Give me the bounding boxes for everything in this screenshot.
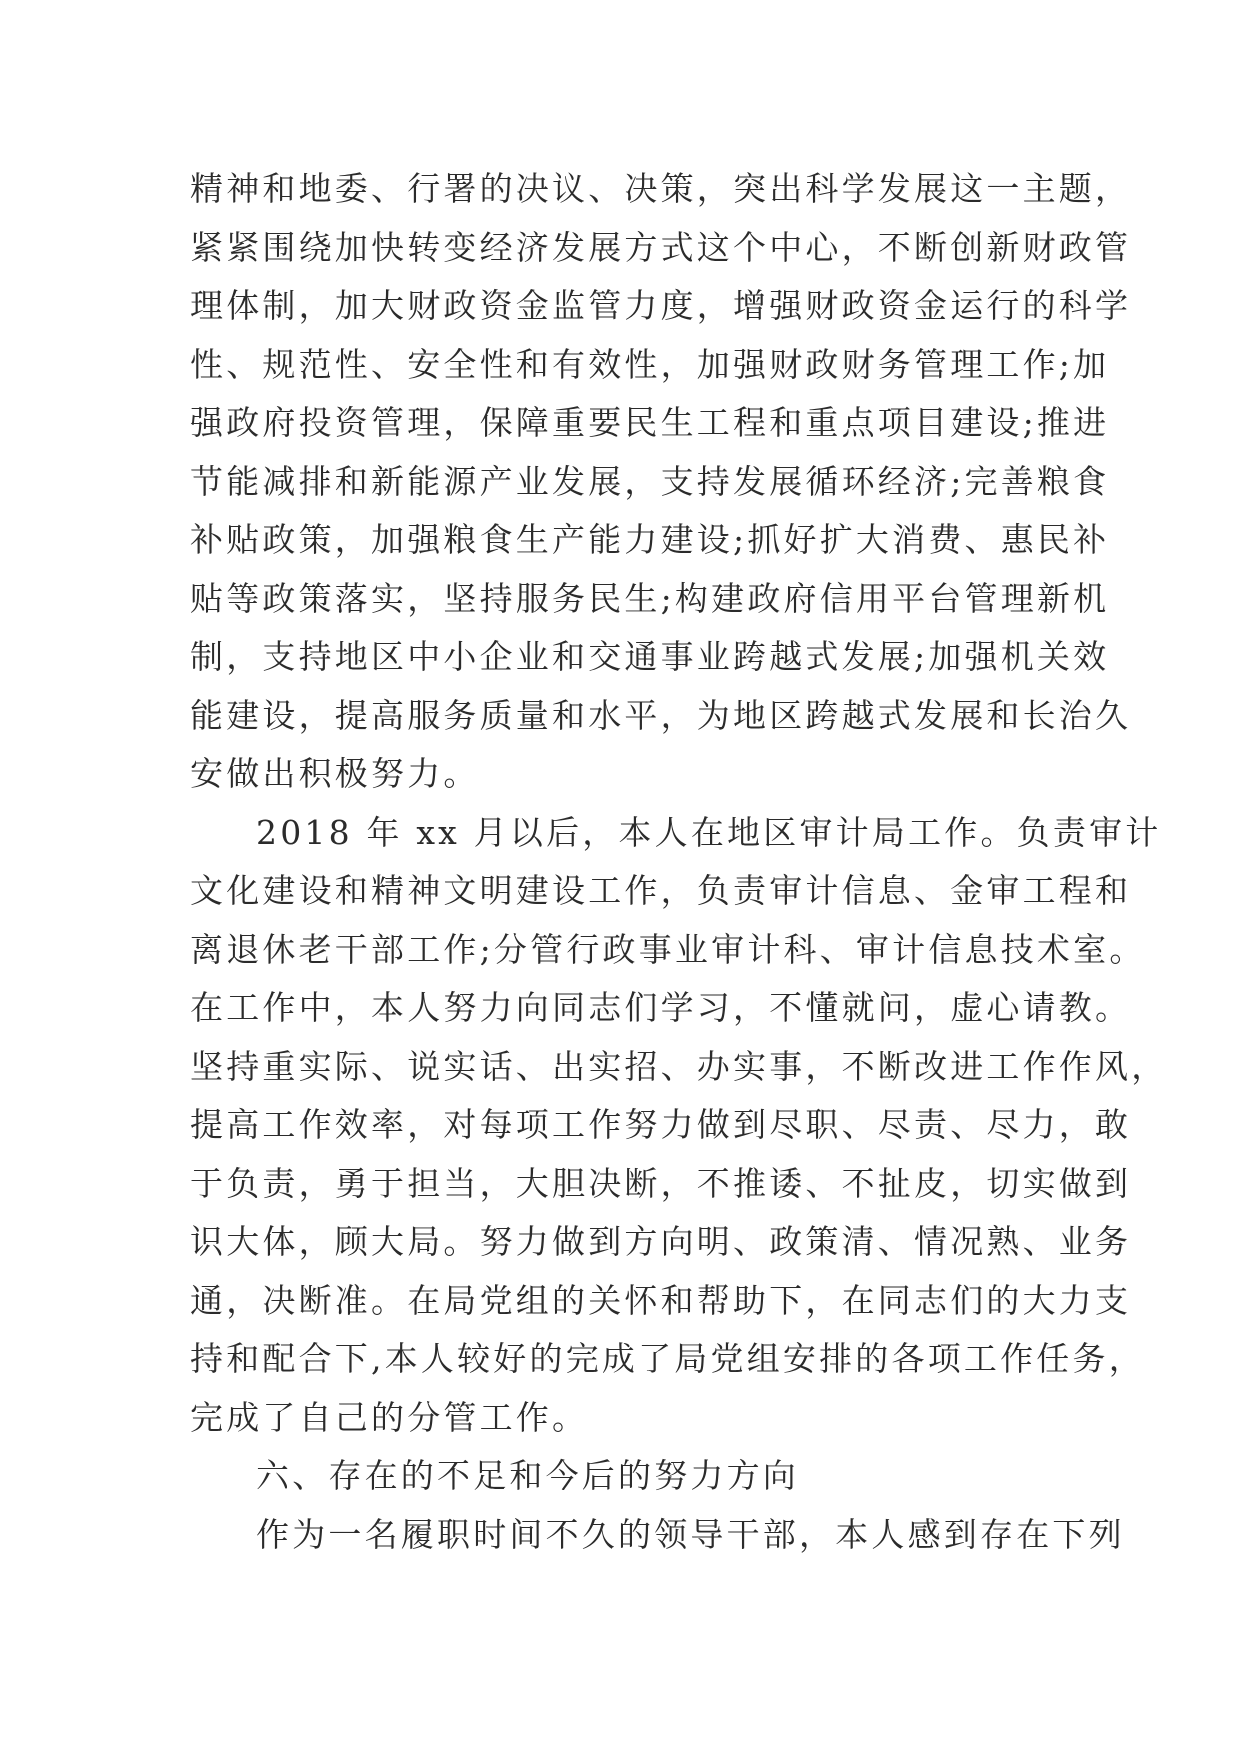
paragraph-start-line: 作为一名履职时间不久的领导干部，本人感到存在下列 [256, 1514, 1125, 1554]
text-line: 文化建设和精神文明建设工作，负责审计信息、金审工程和 [190, 871, 1132, 910]
paragraph-start-line: 2018 年 xx 月以后，本人在地区审计局工作。负责审计 [256, 812, 1162, 852]
text-line: 识大体，顾大局。努力做到方向明、政策清、情况熟、业务 [190, 1222, 1132, 1261]
text-line: 强政府投资管理，保障重要民生工程和重点项目建设;推进 [190, 403, 1110, 442]
text-line: 通，决断准。在局党组的关怀和帮助下，在同志们的大力支 [190, 1280, 1132, 1320]
text-line: 完成了自己的分管工作。 [190, 1397, 589, 1437]
text-line: 坚持重实际、说实话、出实招、办实事，不断改进工作作风， [190, 1046, 1168, 1086]
section-heading: 六、存在的不足和今后的努力方向 [256, 1456, 799, 1495]
text-line: 持和配合下,本人较好的完成了局党组安排的各项工作任务， [190, 1339, 1145, 1378]
text-line: 精神和地委、行署的决议、决策，突出科学发展这一主题， [190, 169, 1132, 208]
text-line: 能建设，提高服务质量和水平，为地区跨越式发展和长治久 [190, 695, 1132, 735]
text-line: 离退休老干部工作;分管行政事业审计科、审计信息技术室。 [190, 929, 1146, 969]
text-line: 贴等政策落实，坚持服务民生;构建政府信用平台管理新机 [190, 578, 1110, 618]
text-line: 于负责，勇于担当，大胆决断，不推诿、不扯皮，切实做到 [190, 1163, 1132, 1203]
text-line: 提高工作效率，对每项工作努力做到尽职、尽责、尽力，敢 [190, 1105, 1132, 1144]
text-line: 补贴政策，加强粮食生产能力建设;抓好扩大消费、惠民补 [190, 520, 1110, 559]
text-line: 制，支持地区中小企业和交通事业跨越式发展;加强机关效 [190, 637, 1110, 676]
text-line: 在工作中，本人努力向同志们学习，不懂就问，虚心请教。 [190, 988, 1132, 1027]
text-line: 节能减排和新能源产业发展，支持发展循环经济;完善粮食 [190, 461, 1110, 501]
text-line: 安做出积极努力。 [190, 754, 480, 793]
text-line: 性、规范性、安全性和有效性，加强财政财务管理工作;加 [190, 344, 1110, 384]
text-line: 紧紧围绕加快转变经济发展方式这个中心，不断创新财政管 [190, 227, 1132, 267]
text-line: 理体制，加大财政资金监管力度，增强财政资金运行的科学 [190, 286, 1132, 325]
document-body [190, 160, 1168, 1564]
